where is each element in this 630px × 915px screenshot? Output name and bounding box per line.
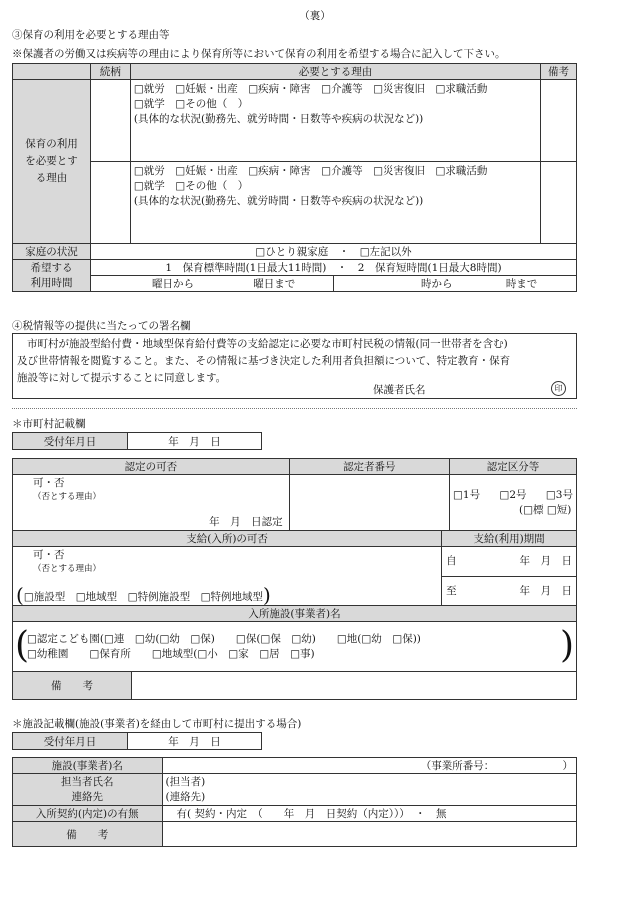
contact-value-text: (連絡先)	[165, 790, 206, 803]
class1-checkbox[interactable]: □1号	[452, 489, 481, 501]
facility-name-value[interactable]	[162, 758, 576, 774]
remarks-cell[interactable]	[541, 80, 577, 162]
facility-type-text[interactable]: □施設型 □地域型 □特例施設型 □特例地域型	[23, 591, 263, 603]
reason-cell[interactable]	[130, 80, 540, 162]
facility-received-label: 受付年月日	[13, 733, 128, 750]
household-label: 家庭の状況	[13, 244, 91, 260]
bracket-right-icon: )	[559, 625, 574, 666]
reason-header: 必要とする理由	[130, 64, 540, 80]
received-label: 受付年月日	[13, 433, 128, 450]
from-time: 時から	[420, 278, 453, 290]
to-label: 至	[446, 585, 457, 597]
from-label: 自	[446, 555, 457, 567]
day-range[interactable]	[91, 276, 334, 291]
cut-line	[12, 408, 577, 409]
section3-title: ③保育の利用を必要とする理由等	[12, 29, 170, 41]
cert-no-reason: （否とする理由）	[33, 492, 102, 502]
corner-cell	[13, 64, 91, 80]
contract-label: 入所契約(内定)の有無	[13, 806, 163, 822]
seal-mark: 印	[551, 381, 566, 396]
to-day: 曜日まで	[253, 278, 296, 290]
reason-row-label	[13, 80, 91, 244]
class2-checkbox[interactable]: □2号	[499, 489, 527, 501]
hours-label	[13, 260, 91, 292]
admission-no-reason: （否とする理由）	[33, 564, 102, 574]
reason-row-label-text: 保育の利用を必要とする理由	[25, 138, 78, 184]
cert-no-cell[interactable]	[289, 475, 449, 531]
consent-line3: 施設等に対して提示することに同意します。	[17, 372, 227, 384]
reason-options-line2: □就学 □その他（ ）	[133, 98, 249, 110]
to-time: 時まで	[505, 278, 538, 290]
period-header: 支給(利用)期間	[442, 531, 577, 547]
facility-remarks-label: 備 考	[13, 822, 163, 847]
reason-table	[12, 63, 577, 292]
certification-table	[12, 458, 577, 531]
facility-section-title: ＊施設記載欄(施設(事業者)を経由して市町村に提出する場合)	[12, 718, 302, 730]
remarks-header: 備考	[541, 64, 577, 80]
municipal-remarks-inner	[13, 672, 576, 699]
relation-cell[interactable]	[90, 80, 130, 162]
facility-line1: □認定こども園(□連 □幼(□幼 □保) □保(□保 □幼) □地(□幼 □保))	[27, 632, 421, 645]
cert-no-header: 認定者番号	[289, 459, 449, 475]
relation-cell[interactable]	[90, 162, 130, 244]
consent-line1: 市町村が施設型給付費・地域型保育給付費等の支給認定に必要な市町村民税の情報(同一世帯者を含む)	[27, 338, 508, 350]
municipal-remarks-value[interactable]	[132, 672, 577, 699]
period-from	[442, 547, 576, 577]
hours-label-text: 希望する利用時間	[30, 261, 73, 289]
admission-decision-cell[interactable]	[13, 547, 442, 606]
remarks-cell[interactable]	[541, 162, 577, 244]
reason-detail: (具体的な状況(勤務先、就労時間・日数等や疾病の状況など))	[133, 113, 424, 125]
received-date[interactable]: 年 月 日	[128, 433, 262, 450]
cert-yes-no: 可・否	[33, 477, 65, 489]
cert-class-cell[interactable]	[449, 475, 576, 531]
cert-class-header: 認定区分等	[449, 459, 576, 475]
facility-line2: □幼稚園 □保育所 □地域型(□小 □家 □居 □事)	[27, 647, 315, 660]
bracket-left-icon: (	[16, 583, 24, 607]
reason-options-line1: □就労 □妊娠・出産 □疾病・障害 □介護等 □災害復旧 □求職活動	[133, 83, 488, 95]
guardian-name-label: 保護者氏名	[373, 384, 426, 396]
section3-note: ※保護者の労働又は疾病等の理由により保育所等において保育の利用を希望する場合に記入して下さい。	[12, 48, 506, 60]
bracket-right-icon: )	[263, 583, 271, 607]
person-label: 担当者氏名	[61, 775, 114, 788]
relation-header: 続柄	[90, 64, 130, 80]
time-range[interactable]	[333, 276, 576, 291]
facility-received	[12, 732, 262, 750]
municipal-title: ＊市町村記載欄	[12, 418, 86, 430]
hours-range	[91, 276, 576, 291]
short-checkbox[interactable]: □短)	[546, 504, 572, 516]
page-side-label: （裏）	[299, 10, 331, 22]
standard-checkbox[interactable]: (□標	[518, 504, 544, 516]
hours-options[interactable]: 1 保育標準時間(1日最大11時間) ・ 2 保育短時間(1日最大8時間)	[90, 260, 576, 276]
municipal-received	[12, 432, 262, 450]
contract-value[interactable]: 有( 契約・内定 （ 年 月 日契約（内定））） ・ 無	[162, 806, 576, 822]
facility-received-date[interactable]: 年 月 日	[128, 733, 262, 750]
class3-checkbox[interactable]: □3号	[545, 489, 573, 501]
reason-detail: (具体的な状況(勤務先、就労時間・日数等や疾病の状況など))	[133, 195, 424, 207]
facility-name-label: 施設(事業者)名	[13, 758, 163, 774]
facility-type-options	[16, 585, 271, 605]
consent-line2: 及び世帯情報を閲覧すること。また、その情報に基づき決定した利用者負担額について、特定教育・保育	[17, 355, 511, 367]
municipal-remarks-row	[13, 672, 577, 700]
admission-yes-no: 可・否	[33, 549, 65, 561]
facility-name-cell[interactable]	[13, 622, 577, 672]
person-value: (担当者)	[165, 775, 206, 788]
hours-range-cell	[90, 276, 576, 292]
section4-title: ④税情報等の提供に当たっての署名欄	[12, 320, 191, 332]
from-date[interactable]: 年 月 日	[519, 555, 572, 567]
reason-options-line1: □就労 □妊娠・出産 □疾病・障害 □介護等 □災害復旧 □求職活動	[133, 165, 488, 177]
contact-label-text: 連絡先	[71, 790, 104, 803]
cert-header: 認定の可否	[13, 459, 290, 475]
cert-date: 年 月 日認定	[209, 516, 283, 528]
reason-cell[interactable]	[130, 162, 540, 244]
facility-table	[12, 757, 577, 847]
facility-name-header: 入所施設(事業者)名	[13, 606, 577, 622]
period-to	[442, 577, 576, 605]
period-cell[interactable]	[442, 547, 577, 606]
reason-options-line2: □就学 □その他（ ）	[133, 180, 249, 192]
cert-decision-cell[interactable]	[13, 475, 290, 531]
admission-header: 支給(入所)の可否	[13, 531, 442, 547]
contact-value[interactable]	[162, 774, 576, 806]
from-day: 曜日から	[151, 278, 194, 290]
office-number: （事業所番号： ）	[420, 760, 573, 772]
bracket-left-icon: (	[15, 625, 30, 666]
to-date[interactable]: 年 月 日	[519, 585, 572, 597]
facility-remarks-value[interactable]	[162, 822, 576, 847]
consent-box	[12, 333, 577, 399]
municipal-remarks-label: 備 考	[13, 672, 132, 699]
contact-label	[13, 774, 163, 806]
admission-table	[12, 530, 577, 700]
household-options[interactable]: □ひとり親家庭 ・ □左記以外	[90, 244, 576, 260]
